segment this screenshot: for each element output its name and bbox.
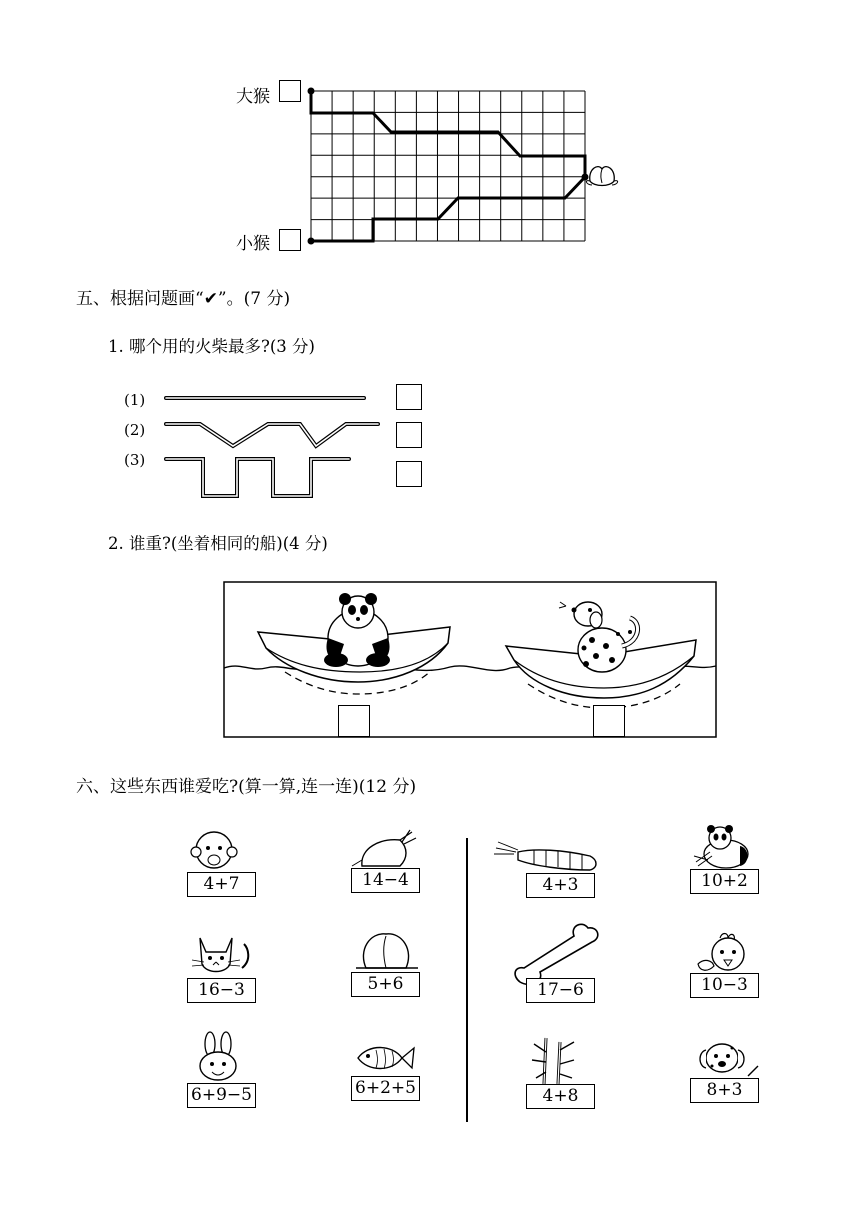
- bone-icon: [510, 922, 602, 984]
- section-5-title: 五、根据问题画“✔”。(7 分): [76, 289, 291, 309]
- expr-rabbit: 6+9−5: [187, 1083, 256, 1108]
- expr-radish: 14−4: [351, 868, 420, 893]
- question-1-text: 1. 哪个用的火柴最多?(3 分): [108, 337, 315, 356]
- rabbit-icon: [186, 1032, 256, 1084]
- fish-icon: [352, 1040, 422, 1076]
- peach-icon-2: [352, 926, 422, 974]
- expr-cat: 16−3: [187, 978, 256, 1003]
- section-6-title: 六、这些东西谁爱吃?(算一算,连一连)(12 分): [76, 777, 417, 797]
- radish-icon: [350, 828, 420, 870]
- expr-shrimp: 4+3: [526, 873, 595, 898]
- row-3-label: (3): [124, 451, 146, 469]
- expr-bone: 17−6: [526, 978, 595, 1003]
- dog-icon-2: [692, 1036, 762, 1080]
- expr-dog: 8+3: [690, 1078, 759, 1103]
- bamboo-icon: [524, 1034, 584, 1086]
- chick-icon: [692, 932, 758, 976]
- row-2-label: (2): [124, 421, 146, 439]
- expr-chick: 10−3: [690, 973, 759, 998]
- expr-fish: 6+2+5: [351, 1076, 420, 1101]
- expr-peach: 5+6: [351, 972, 420, 997]
- expr-monkey: 4+7: [187, 872, 256, 897]
- row-1-label: (1): [124, 391, 146, 409]
- small-monkey-label: 小猴: [236, 234, 270, 254]
- cat-icon: [186, 930, 256, 978]
- monkey-icon: [186, 826, 246, 876]
- big-monkey-label: 大猴: [236, 87, 270, 107]
- shrimp-icon: [494, 838, 604, 872]
- expr-bamboo: 4+8: [526, 1084, 595, 1109]
- question-2-text: 2. 谁重?(坐着相同的船)(4 分): [108, 534, 328, 553]
- expr-panda: 10+2: [690, 869, 759, 894]
- panda-icon-2: [692, 822, 756, 870]
